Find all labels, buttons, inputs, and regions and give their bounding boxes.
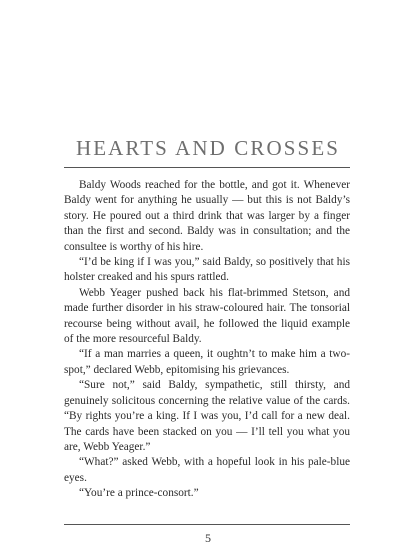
paragraph-7: “You’re a prince-consort.” [79,487,199,500]
body-text [64,178,350,502]
paragraph-4: “If a man marries a queen, it oughtn’t to make him a two-spot,” declared Webb, epitomising his grievances. [64,348,350,376]
paragraph-1: Baldy Woods reached for the bottle, and got it. Whenever Baldy went for anything he usually — but this is not Baldy’s story. He poured out a third drink that was larger by a finger than the first and second. Baldy was in consultation; and the consultee is worthy of his hire. [64,179,350,253]
page-number: 5 [205,531,211,545]
footer-rule [64,524,350,525]
paragraph-2: “I’d be king if I was you,” said Baldy, so positively that his holster creaked and his spurs rattled. [64,256,350,284]
chapter-title: HEARTS AND CROSSES [75,136,341,160]
title-rule [64,167,350,168]
paragraph-5: “Sure not,” said Baldy, sympathetic, still thirsty, and genuinely solicitous concerning the relative value of the cards. “By rights you’re a king. If I was you, I’d call for a new deal. The cards have been stacked on you — I’ll tell you what you are, Webb Yeager.” [64,379,350,453]
paragraph-6: “What?” asked Webb, with a hopeful look in his pale-blue eyes. [64,456,350,484]
paragraph-3: Webb Yeager pushed back his flat-brimmed Stetson, and made further disorder in his straw-coloured hair. The tonsorial recourse being without avail, he followed the liquid example of the more resourceful Baldy. [64,286,350,346]
